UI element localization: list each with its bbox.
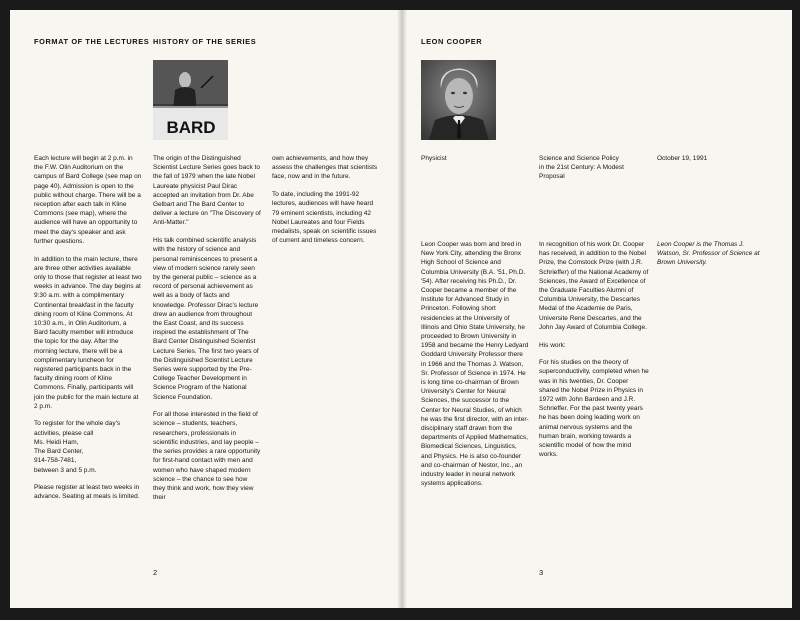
portrait-image <box>421 60 496 140</box>
lecture-date: October 19, 1991 <box>657 155 708 162</box>
dirac-lecture-photo <box>153 60 228 140</box>
history-paragraph: own achievements, and how they assess the challenges that scientists face, now and in the future. <box>272 155 378 181</box>
bio-paragraph: His work: <box>539 341 566 349</box>
heading-format: FORMAT OF THE LECTURES <box>34 37 150 46</box>
bio-paragraph: In recognition of his work Dr. Cooper has received, in addition to the Nobel Prize, the Comstock Prize (with J.R. Schrieffer) of the National Academy of Sciences, the Award of Excellence of the Graduate Faculties Alumni of Columbia University, the Descartes Medal of the Academie de Paris, Universite Rene Descartes, and the John Jay Award of Columbia College. <box>539 241 649 331</box>
heading-history: HISTORY OF THE SERIES <box>153 37 257 46</box>
heading-leon-cooper: LEON COOPER <box>421 37 483 46</box>
page-number-right: 3 <box>539 568 544 577</box>
format-paragraph: To register for the whole day's activities, please call Ms. Heidi Ham, The Bard Center, 914-758-7481, between 3 and 5 p.m. <box>34 420 121 474</box>
format-paragraph: In addition to the main lecture, there are three other activities available only to those that register at least two weeks in advance. The day begins at 9:30 a.m. with a complimentary Continental breakfast in the faculty dining room of Kline Commons. At 10:30 a.m., in Olin Auditorium, a Bard faculty member will introduce the topic for the day. After the morning lecture, there will be a complimentary luncheon for registered participants back in the faculty dining room of Kline Commons. Finally, participants will join the public for the main lecture at 2 p.m. <box>34 255 142 410</box>
lecture-title: Science and Science Policy in the 21st Century: A Modest Proposal <box>539 155 624 181</box>
bio-column-2 <box>539 240 649 468</box>
photo-image <box>153 60 228 140</box>
leon-cooper-portrait <box>421 60 496 140</box>
bio-paragraph: For his studies on the theory of superconductivity, completed when he was in his twenties, Dr. Cooper shared the Nobel Prize in Physics in 1972 with John Bardeen and J.R. Schrieffer. For the past twenty years he has been doing leading work on animal nervous systems and the human brain, working towards a scientific model of how the mind works. <box>539 359 649 459</box>
history-column-2 <box>272 154 382 254</box>
field-label: Physicist <box>421 155 447 162</box>
history-paragraph: For all those interested in the field of science – students, teachers, researchers, professionals in scientific industries, and lay people – the series provides a rare opportunity for first-hand contact with men and women who have shaped modern science – the chance to see how they think and work, how they view their <box>153 411 261 502</box>
history-paragraph: His talk combined scientific analysis with the history of science and personal reminiscences to present a view of modern science rarely seen by the general public – science as a record of personal achievement as well as a body of facts and knowledge. Professor Dirac's lecture drew an audience from throughout the East Coast, and its success inspired the establishment of The Bard Center Distinguished Scientist Lecture Series. The first two years of the Distinguished Scientist Lecture Series were supported by the Pre-College Teacher Development in Science Program of the National Science Foundation. <box>153 237 259 401</box>
photo-caption-text: BARD <box>166 118 216 137</box>
format-paragraph: Each lecture will begin at 2 p.m. in the F.W. Olin Auditorium on the campus of Bard College (see map on page 40). Admission is open to the public without charge. There will be a reception after each talk in Kline Commons (see map), where the audience will have an opportunity to meet the day's speaker and ask further questions. <box>34 155 142 245</box>
format-paragraph: Please register at least two weeks in advance. Seating at meals is limited. <box>34 484 140 501</box>
page-number-left: 2 <box>153 568 158 577</box>
bio-column-1 <box>421 240 529 497</box>
history-paragraph: The origin of the Distinguished Scientist Lecture Series goes back to the fall of 1979 when the late Nobel Laureate physicist Paul Dirac accepted an invitation from Dr. Abe Gelbart and The Bard Center to deliver a lecture on "The Discovery of Anti-Matter." <box>153 155 261 227</box>
page-gutter <box>397 10 407 608</box>
title-note: Leon Cooper is the Thomas J. Watson, Sr. Professor of Science at Brown University. <box>657 241 760 267</box>
format-column <box>34 154 142 510</box>
history-paragraph: To date, including the 1991-92 lectures, audiences will have heard 79 eminent scientists, including 42 Nobel Laureates and four Fields medalists, speak on scientific issues of current and timeless concern. <box>272 191 377 245</box>
bio-paragraph: Leon Cooper was born and bred in New York City, attending the Bronx High School of Science and Columbia University (B.A. '51, Ph.D. '54). After receiving his Ph.D., Dr. Cooper became a member of the Institute for Advanced Study in Princeton. Following short residencies at the University of Illinois and Ohio State University, he proceeded to Brown University in 1958 and became the Henry Ledyard Goddard University Professor there in 1966 and the Thomas J. Watson, Sr. Professor of Science in 1974. He is long time co-chairman of Brown University's Center for Neural Sciences, the successor to the Center for Neural Studies, of which he was the first director, with an inter-disciplinary staff drawn from the departments of Applied Mathematics, Biomedical Sciences, Linguistics, and Physics. He is also co-founder and co-chairman of Nestor, Inc., an industry leader in neural network systems applications. <box>421 241 529 488</box>
history-column-1 <box>153 154 261 511</box>
